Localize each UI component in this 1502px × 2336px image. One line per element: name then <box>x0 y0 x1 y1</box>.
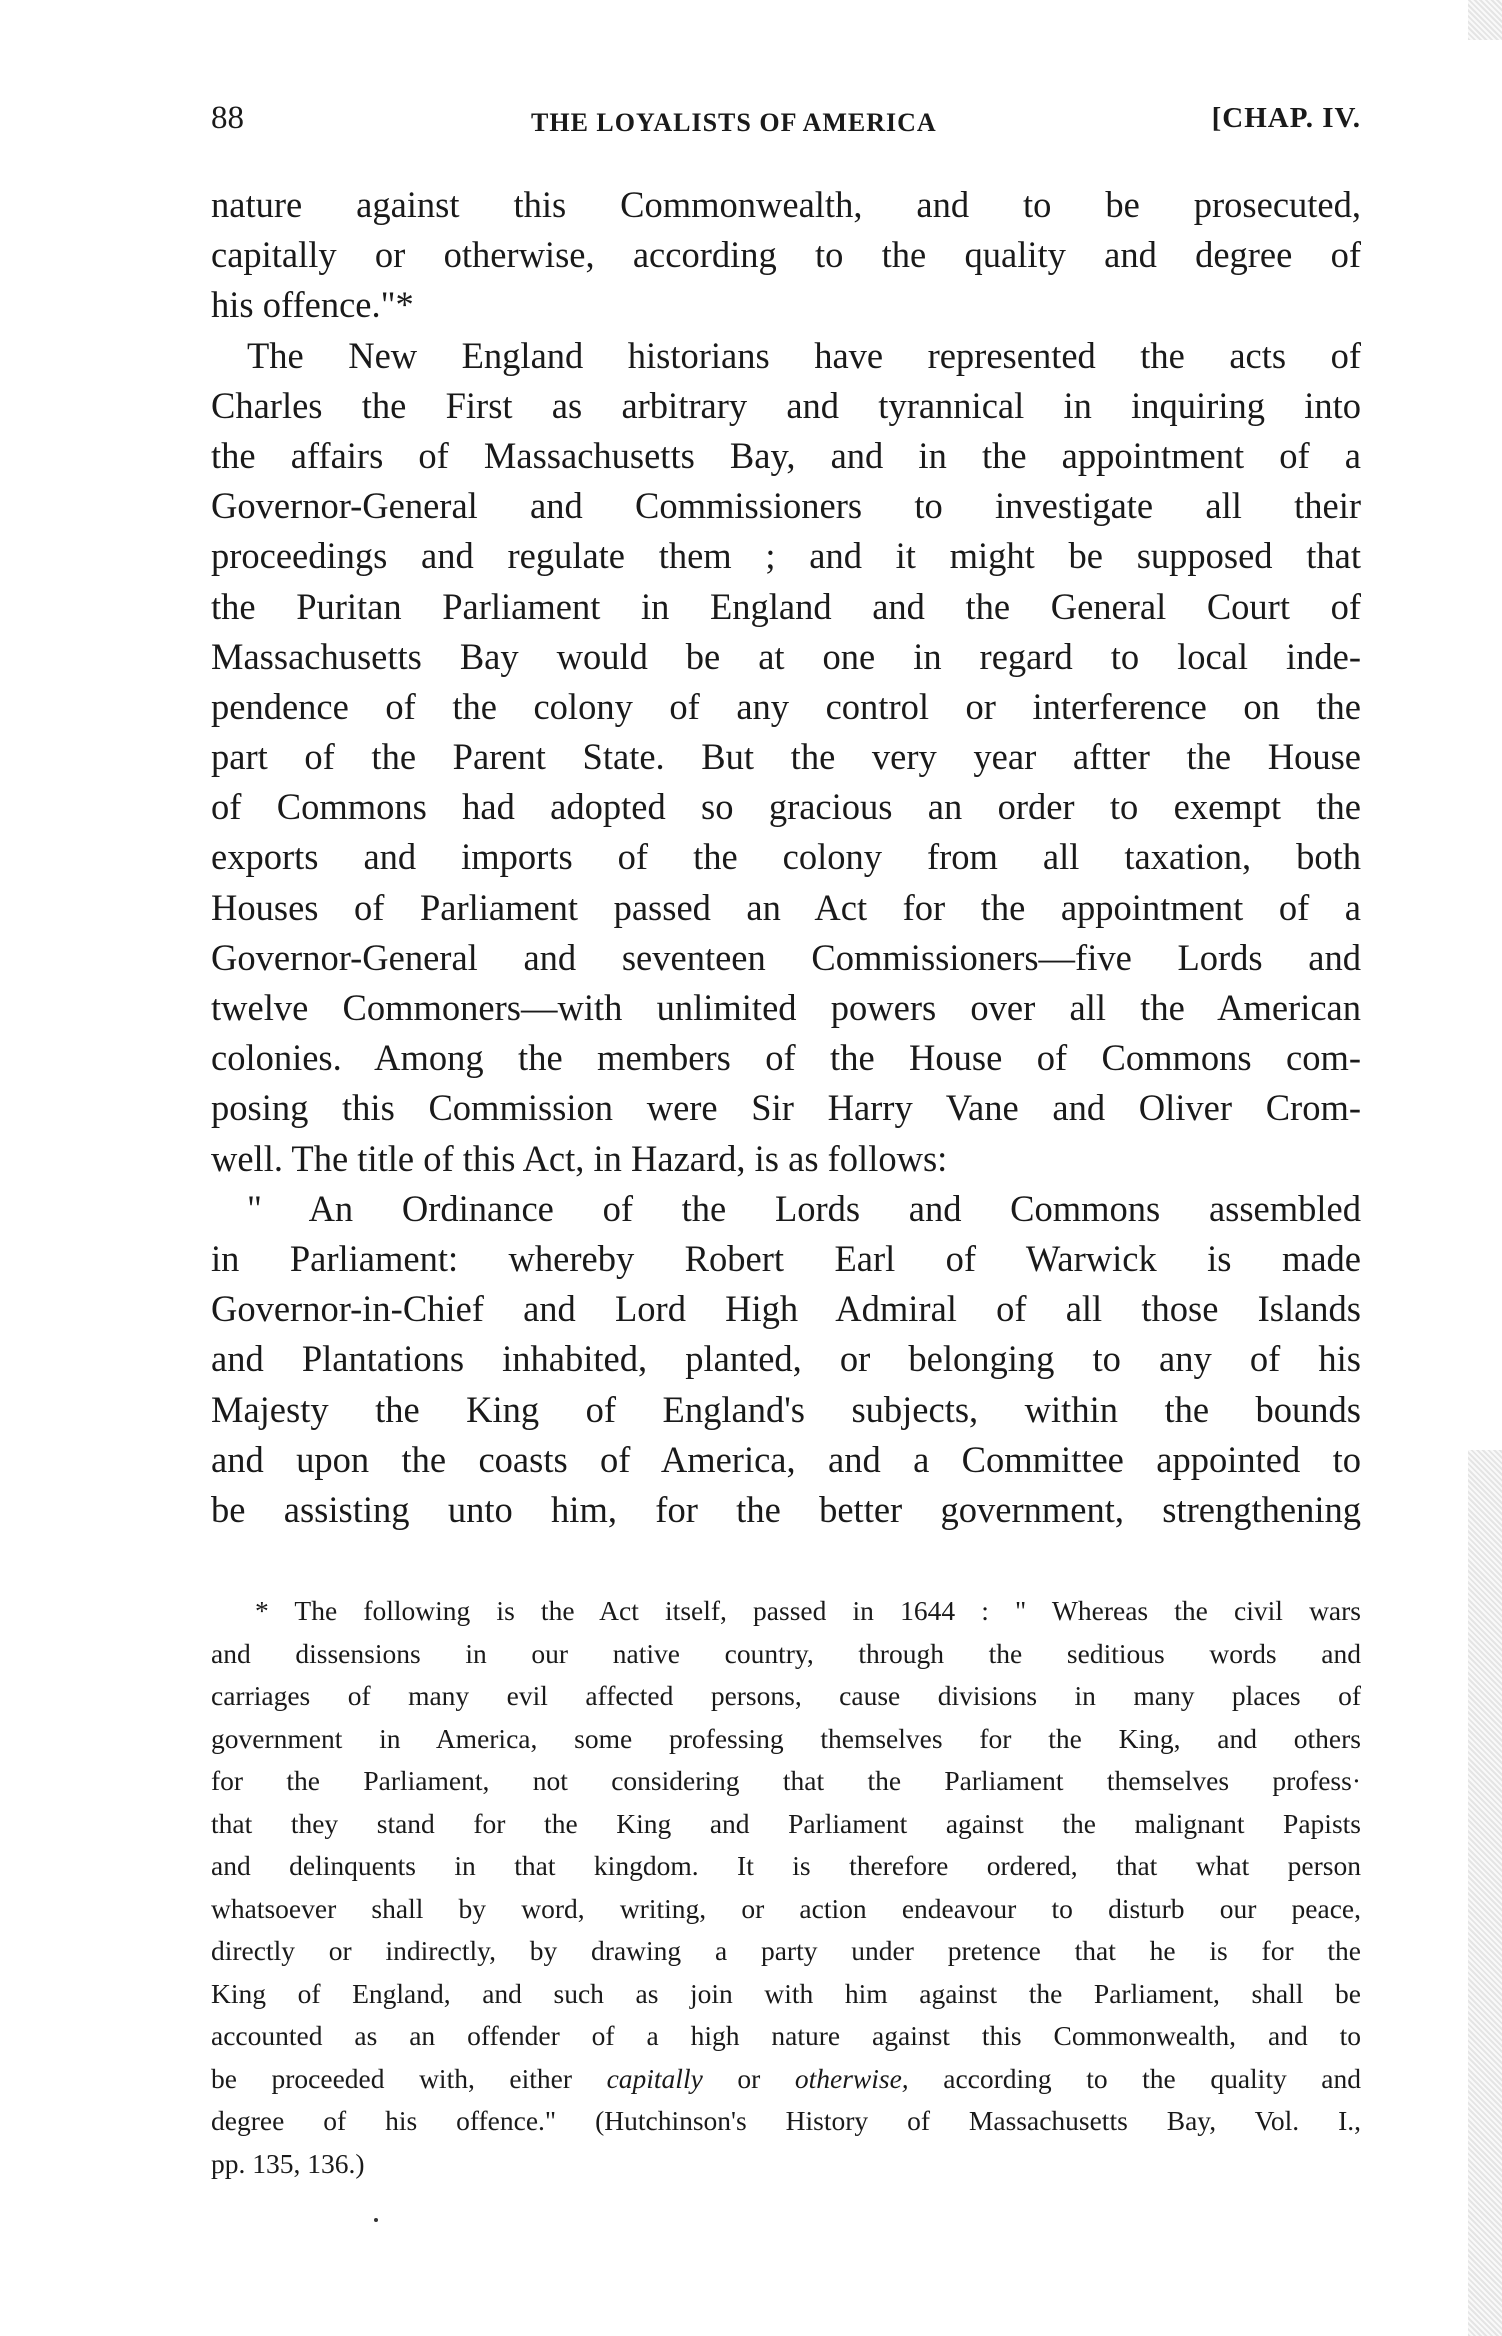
footnote-line: directly or indirectly, by drawing a party under pretence that he is for the <box>211 1935 1361 1966</box>
body-line: " An Ordinance of the Lords and Commons assembled <box>247 1187 1361 1229</box>
body-line: Majesty the King of England's subjects, within the bounds <box>211 1388 1361 1430</box>
footnote-italic-text: otherwise, <box>794 2062 909 2094</box>
body-line: nature against this Commonwealth, and to be prosecuted, <box>211 184 1361 225</box>
page-edge-bottom <box>1468 1450 1502 2336</box>
body-line: proceedings and regulate them ; and it might be supposed that <box>211 535 1361 577</box>
footnote-line-with-italics <box>211 2058 1361 2101</box>
footnote-line: and delinquents in that kingdom. It is therefore ordered, that what person <box>211 1850 1361 1881</box>
page-header <box>211 100 1361 156</box>
body-line: colonies. Among the members of the House of Commons com- <box>211 1037 1361 1079</box>
footnote-line: whatsoever shall by word, writing, or action endeavour to disturb our peace, <box>211 1892 1361 1924</box>
page-number: 88 <box>211 100 244 136</box>
body-line: the Puritan Parliament in England and the General Court of <box>211 585 1361 627</box>
body-line: twelve Commoners—with unlimited powers over all the American <box>211 987 1361 1028</box>
footnote-line: * The following is the Act itself, passed in 1644 : " Whereas the civil wars <box>255 1595 1361 1626</box>
chapter-reference: [CHAP. IV. <box>1211 102 1361 134</box>
footnote-line: pp. 135, 136.) <box>211 2147 365 2179</box>
footnote-line: King of England, and such as join with him against the Parliament, shall be <box>211 1977 1361 2009</box>
body-line: Governor-in-Chief and Lord High Admiral of all those Islands <box>211 1288 1361 1330</box>
footnote-line: government in America, some professing themselves for the King, and others <box>211 1722 1361 1754</box>
body-line: The New England historians have represented the acts of <box>247 334 1361 376</box>
body-line: and upon the coasts of America, and a Committee appointed to <box>211 1438 1361 1480</box>
body-line: Governor-General and Commissioners to investigate all their <box>211 485 1361 527</box>
footnote-line: and dissensions in our native country, through the seditious words and <box>211 1637 1361 1669</box>
body-line: the affairs of Massachusetts Bay, and in the appointment of a <box>211 434 1361 476</box>
running-title: THE LOYALISTS OF AMERICA <box>531 108 937 137</box>
body-line: in Parliament: whereby Robert Earl of Warwick is made <box>211 1237 1361 1279</box>
body-line: his offence."* <box>211 284 414 326</box>
print-speck <box>374 2218 378 2222</box>
body-line: exports and imports of the colony from all taxation, both <box>211 836 1361 878</box>
body-line: well. The title of this Act, in Hazard, is as follows: <box>211 1137 948 1179</box>
footnote-text: or <box>702 2062 795 2094</box>
body-line: be assisting unto him, for the better government, strengthening <box>211 1488 1361 1530</box>
footnote-line: for the Parliament, not considering that the Parliament themselves profess· <box>211 1765 1361 1796</box>
body-line: and Plantations inhabited, planted, or belonging to any of his <box>211 1338 1361 1380</box>
body-line: capitally or otherwise, according to the quality and degree of <box>211 234 1361 276</box>
body-line: Governor-General and seventeen Commissioners—five Lords and <box>211 936 1361 978</box>
body-line: Charles the First as arbitrary and tyrannical in inquiring into <box>211 384 1361 426</box>
body-line: Houses of Parliament passed an Act for the appointment of a <box>211 886 1361 928</box>
body-line: of Commons had adopted so gracious an order to exempt the <box>211 786 1361 828</box>
footnote-line: carriages of many evil affected persons, cause divisions in many places of <box>211 1680 1361 1711</box>
body-line: Massachusetts Bay would be at one in regard to local inde- <box>211 635 1361 677</box>
page-edge-top <box>1468 0 1502 40</box>
body-line: pendence of the colony of any control or interference on the <box>211 685 1361 727</box>
footnote-text: be proceeded with, either <box>211 2062 607 2094</box>
footnote-text: according to the quality and <box>908 2062 1361 2094</box>
footnote-italic-text: capitally <box>606 2062 703 2094</box>
body-text <box>211 180 1361 1535</box>
footnote <box>211 1590 1361 2185</box>
body-line: part of the Parent State. But the very year aftter the House <box>211 736 1361 778</box>
body-line: posing this Commission were Sir Harry Vane and Oliver Crom- <box>211 1087 1361 1129</box>
footnote-line: that they stand for the King and Parliament against the malignant Papists <box>211 1807 1361 1839</box>
footnote-line: degree of his offence." (Hutchinson's History of Massachusetts Bay, Vol. I., <box>211 2105 1361 2136</box>
footnote-line: accounted as an offender of a high nature against this Commonwealth, and to <box>211 2020 1361 2051</box>
